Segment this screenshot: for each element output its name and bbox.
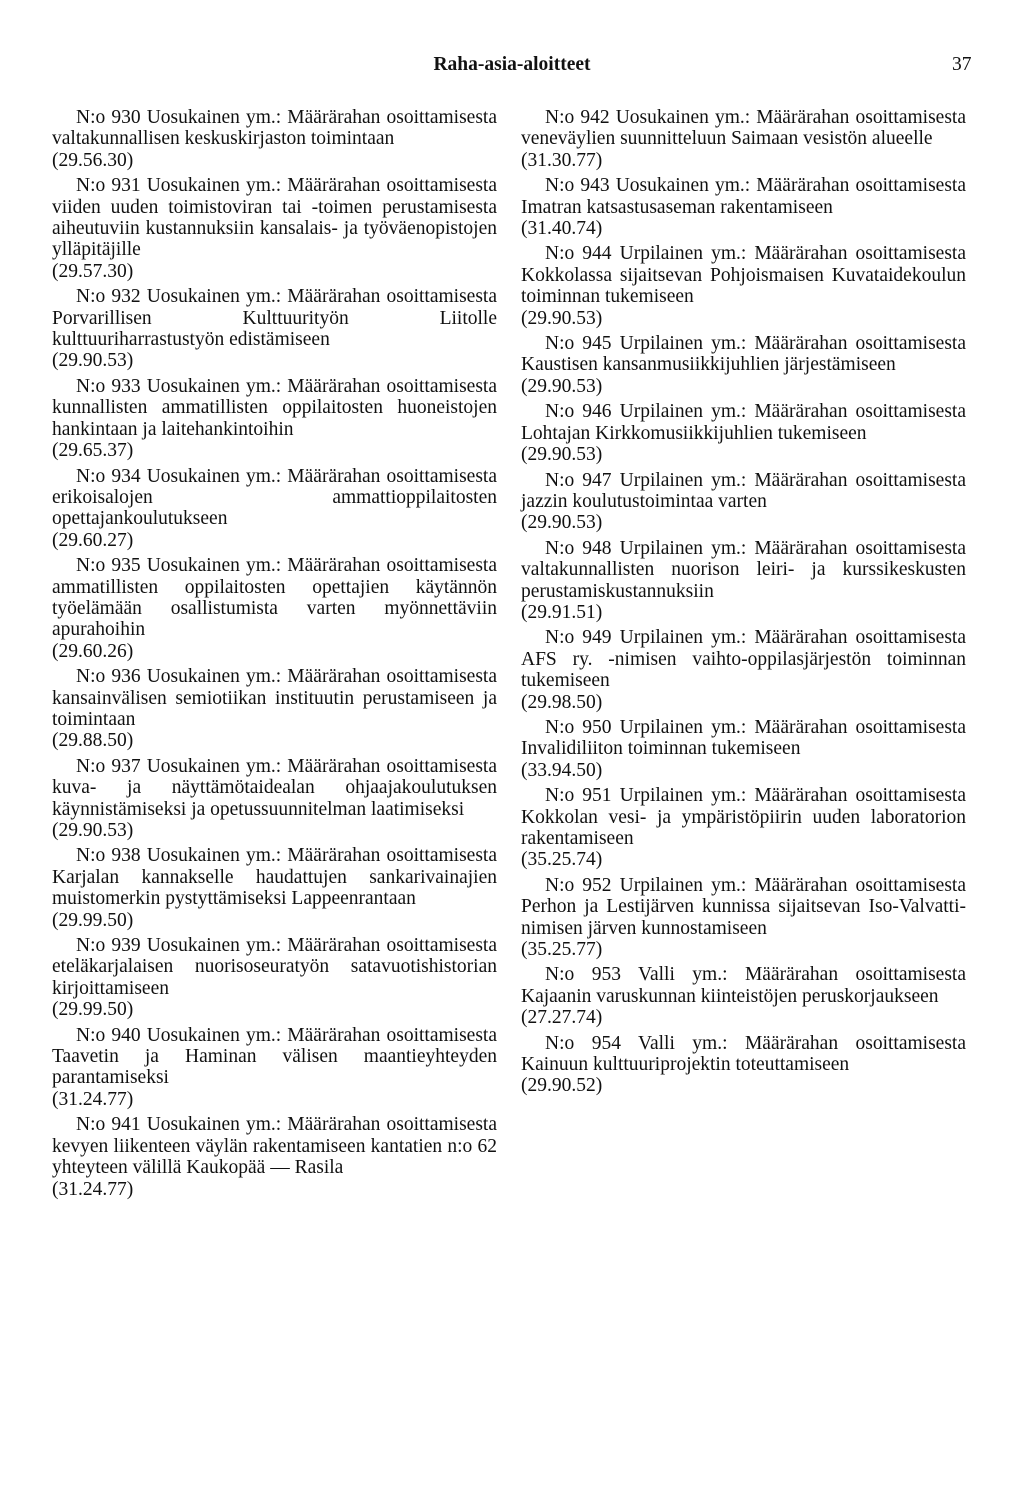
list-item bbox=[521, 964, 966, 1028]
list-item bbox=[521, 175, 966, 239]
entry-title: N:o 945 Urpilainen ym.: Määrärahan osoittamisesta Kaustisen kansanmusiikkijuhlien järjestämiseen bbox=[521, 333, 966, 376]
budget-code: (29.99.50) bbox=[52, 999, 134, 1021]
list-item bbox=[52, 286, 497, 372]
list-item bbox=[52, 376, 497, 462]
budget-code: (29.90.53) bbox=[521, 375, 603, 397]
entry-title: N:o 934 Uosukainen ym.: Määrärahan osoittamisesta erikoisalojen ammattioppilaitosten opettajankoulutukseen bbox=[52, 465, 497, 530]
list-item bbox=[521, 785, 966, 871]
list-item bbox=[52, 935, 497, 1021]
list-item bbox=[52, 107, 497, 171]
budget-code: (29.88.50) bbox=[52, 730, 134, 752]
budget-code: (31.24.77) bbox=[52, 1178, 134, 1200]
budget-code: (29.60.27) bbox=[52, 529, 134, 551]
entry-title: N:o 946 Urpilainen ym.: Määrärahan osoittamisesta Lohtajan Kirkkomusiikkijuhlien tukemiseen bbox=[521, 401, 966, 444]
entry-title: N:o 936 Uosukainen ym.: Määrärahan osoittamisesta kansainvälisen semiotiikan instituutin perustamiseen ja toimintaan bbox=[52, 666, 497, 730]
list-item bbox=[521, 627, 966, 713]
entry-title: N:o 941 Uosukainen ym.: Määrärahan osoittamisesta kevyen liikenteen väylän rakentamiseen kantatien n:o 62 yhteyteen välillä Kaukopää — Rasila bbox=[52, 1114, 497, 1179]
list-item bbox=[521, 107, 966, 171]
list-item bbox=[521, 875, 966, 961]
budget-code: (29.90.52) bbox=[521, 1075, 603, 1097]
running-title: Raha-asia-aloitteet bbox=[433, 54, 591, 75]
page-number: 37 bbox=[952, 54, 972, 75]
list-item bbox=[521, 333, 966, 397]
entry-title: N:o 952 Urpilainen ym.: Määrärahan osoittamisesta Perhon ja Lestijärven kunnissa sijaitsevan Iso-Valvatti-nimisen järven kunnostamiseen bbox=[521, 874, 966, 939]
budget-code: (29.99.50) bbox=[52, 909, 134, 931]
list-item bbox=[521, 243, 966, 329]
list-item bbox=[52, 466, 497, 552]
entry-title: N:o 948 Urpilainen ym.: Määrärahan osoittamisesta valtakunnallisten nuorison leiri- ja kurssikeskusten perustamiskustannuksiin bbox=[521, 537, 966, 602]
entry-title: N:o 938 Uosukainen ym.: Määrärahan osoittamisesta Karjalan kannakselle haudattujen sankarivainajien muistomerkin pystyttämiseksi Lappeenrantaan bbox=[52, 845, 497, 910]
entry-title: N:o 935 Uosukainen ym.: Määrärahan osoittamisesta ammatillisten oppilaitosten opettajien käytännön työelämään osallistumista varten myönnettäviin apurahoihin bbox=[52, 555, 497, 641]
list-item bbox=[52, 1114, 497, 1200]
entry-title: N:o 953 Valli ym.: Määrärahan osoittamisesta Kajaanin varuskunnan kiinteistöjen peruskorjaukseen bbox=[521, 964, 966, 1007]
entry-title: N:o 954 Valli ym.: Määrärahan osoittamisesta Kainuun kulttuuriprojektin toteuttamiseen bbox=[521, 1032, 966, 1076]
budget-code: (29.65.37) bbox=[52, 440, 134, 462]
list-item bbox=[521, 538, 966, 624]
budget-code: (27.27.74) bbox=[521, 1007, 603, 1029]
list-item bbox=[521, 401, 966, 465]
entry-title: N:o 937 Uosukainen ym.: Määrärahan osoittamisesta kuva- ja näyttämötaidealan ohjaajakoulutuksen käynnistämiseksi ja opetussuunnitelman laatimiseksi bbox=[52, 755, 497, 820]
entry-title: N:o 950 Urpilainen ym.: Määrärahan osoittamisesta Invalidiliiton toiminnan tukemiseen bbox=[521, 716, 966, 760]
budget-code: (29.57.30) bbox=[52, 260, 134, 282]
page-header bbox=[0, 50, 1024, 80]
entry-title: N:o 944 Urpilainen ym.: Määrärahan osoittamisesta Kokkolassa sijaitsevan Pohjoismaisen Kuvataidekoulun toiminnan tukemiseen bbox=[521, 243, 966, 308]
budget-code: (31.24.77) bbox=[52, 1088, 134, 1110]
entry-title: N:o 940 Uosukainen ym.: Määrärahan osoittamisesta Taavetin ja Haminan välisen maantieyhteyden parantamiseksi bbox=[52, 1024, 497, 1089]
budget-code: (35.25.77) bbox=[521, 939, 603, 961]
budget-code: (31.30.77) bbox=[521, 149, 603, 171]
budget-code: (29.90.53) bbox=[52, 350, 134, 372]
budget-code: (29.56.30) bbox=[52, 149, 134, 171]
right-column bbox=[521, 107, 966, 1101]
list-item bbox=[521, 470, 966, 534]
entry-title: N:o 931 Uosukainen ym.: Määrärahan osoittamisesta viiden uuden toimistoviran tai -toimen perustamisesta aiheutuviin kustannuksiin kansalais- ja työväenopistojen ylläpitäjille bbox=[52, 175, 497, 261]
entry-title: N:o 930 Uosukainen ym.: Määrärahan osoittamisesta valtakunnallisen keskuskirjaston toimintaan bbox=[52, 107, 497, 150]
left-column bbox=[52, 107, 497, 1204]
entry-title: N:o 949 Urpilainen ym.: Määrärahan osoittamisesta AFS ry. -nimisen vaihto-oppilasjärjestön toiminnan tukemiseen bbox=[521, 627, 966, 692]
entry-title: N:o 939 Uosukainen ym.: Määrärahan osoittamisesta eteläkarjalaisen nuorisoseuratyön satavuotishistorian kirjoittamiseen bbox=[52, 935, 497, 999]
budget-code: (35.25.74) bbox=[521, 849, 603, 871]
list-item bbox=[52, 845, 497, 931]
budget-code: (29.98.50) bbox=[521, 691, 603, 713]
entry-title: N:o 947 Urpilainen ym.: Määrärahan osoittamisesta jazzin koulutustoimintaa varten bbox=[521, 469, 966, 512]
list-item bbox=[52, 1025, 497, 1111]
list-item bbox=[52, 175, 497, 282]
list-item bbox=[52, 666, 497, 752]
budget-code: (29.91.51) bbox=[521, 601, 603, 623]
list-item bbox=[521, 1033, 966, 1097]
budget-code: (29.60.26) bbox=[52, 640, 134, 662]
list-item bbox=[52, 756, 497, 842]
budget-code: (31.40.74) bbox=[521, 218, 603, 240]
entry-title: N:o 943 Uosukainen ym.: Määrärahan osoittamisesta Imatran katsastusaseman rakentamiseen bbox=[521, 175, 966, 218]
entry-title: N:o 933 Uosukainen ym.: Määrärahan osoittamisesta kunnallisten ammatillisten oppilaitosten huoneistojen hankintaan ja laitehankintoihin bbox=[52, 375, 497, 440]
budget-code: (33.94.50) bbox=[521, 759, 603, 781]
budget-code: (29.90.53) bbox=[521, 444, 603, 466]
list-item bbox=[52, 555, 497, 662]
list-item bbox=[521, 717, 966, 781]
budget-code: (29.90.53) bbox=[52, 820, 134, 841]
budget-code: (29.90.53) bbox=[521, 512, 603, 534]
budget-code: (29.90.53) bbox=[521, 307, 603, 329]
entry-title: N:o 951 Urpilainen ym.: Määrärahan osoittamisesta Kokkolan vesi- ja ympäristöpiirin uuden laboratorion rakentamiseen bbox=[521, 785, 966, 849]
entry-title: N:o 942 Uosukainen ym.: Määrärahan osoittamisesta veneväylien suunnitteluun Saimaan vesistön alueelle bbox=[521, 107, 966, 150]
entry-title: N:o 932 Uosukainen ym.: Määrärahan osoittamisesta Porvarillisen Kulttuurityön Liitolle kulttuuriharrastustyön edistämiseen bbox=[52, 286, 497, 351]
